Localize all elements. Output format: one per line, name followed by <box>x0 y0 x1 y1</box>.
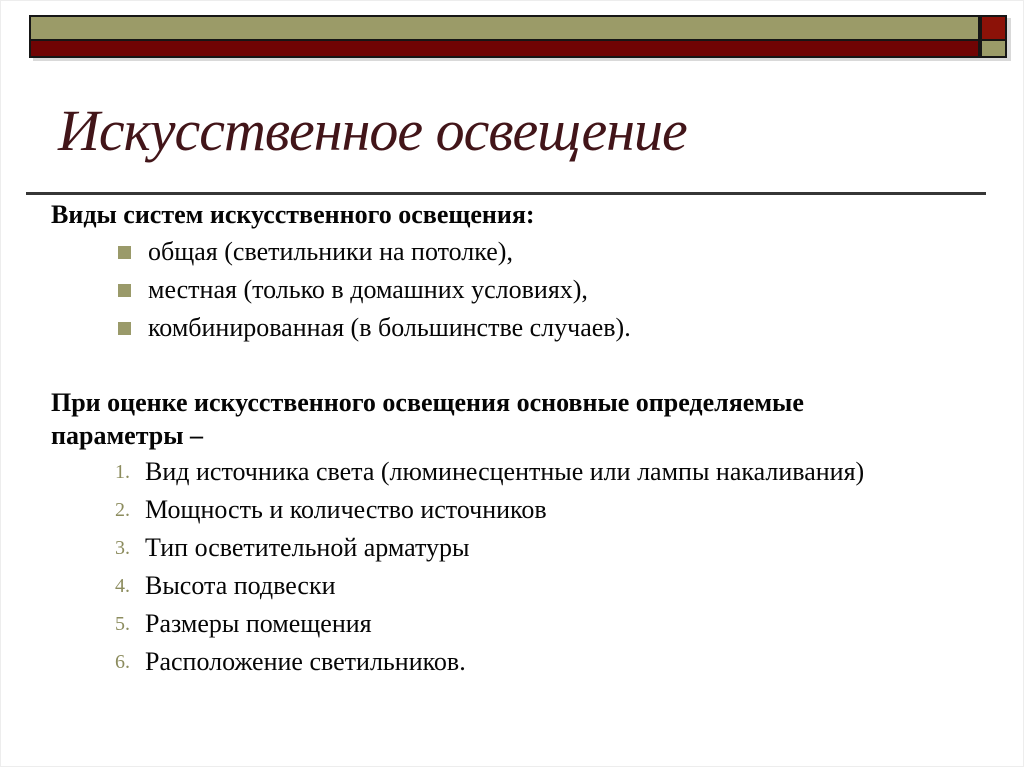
title-divider-line <box>26 192 986 195</box>
item-number: 2. <box>115 498 130 521</box>
olive-bar <box>29 15 980 41</box>
item-number: 6. <box>115 650 130 673</box>
list-item <box>51 453 864 491</box>
section2-heading-line1: При оценке искусственного освещения основные определяемые <box>51 388 804 417</box>
list-item <box>51 233 631 271</box>
bullet-text: общая (светильники на потолке), <box>148 237 513 266</box>
list-item <box>51 643 864 681</box>
square-bullet-icon <box>118 322 131 335</box>
item-number: 3. <box>115 536 130 559</box>
list-item <box>51 309 631 347</box>
red-end-square <box>980 15 1007 41</box>
decorative-header-bars <box>29 15 1007 58</box>
olive-end-square <box>980 39 1007 58</box>
list-item <box>51 271 631 309</box>
item-text: Высота подвески <box>145 571 336 600</box>
section1-heading: Виды систем искусственного освещения: <box>51 200 535 229</box>
slide-title: Искусственное освещение <box>58 98 687 163</box>
section2-heading-line2: параметры – <box>51 421 204 450</box>
list-item <box>51 529 864 567</box>
list-item <box>51 491 864 529</box>
item-number: 1. <box>115 460 130 483</box>
item-number: 4. <box>115 574 130 597</box>
dark-red-bar <box>29 39 980 58</box>
numbered-list <box>51 453 864 681</box>
item-text: Тип осветительной арматуры <box>145 533 470 562</box>
list-item <box>51 605 864 643</box>
item-text: Вид источника света (люминесцентные или лампы накаливания) <box>145 457 865 486</box>
section2-heading <box>51 386 931 452</box>
item-number: 5. <box>115 612 130 635</box>
bullet-text: местная (только в домашних условиях), <box>148 275 588 304</box>
bullet-list <box>51 233 631 347</box>
square-bullet-icon <box>118 246 131 259</box>
item-text: Расположение светильников. <box>145 647 466 676</box>
square-bullet-icon <box>118 284 131 297</box>
item-text: Мощность и количество источников <box>145 495 547 524</box>
list-item <box>51 567 864 605</box>
item-text: Размеры помещения <box>145 609 372 638</box>
bullet-text: комбинированная (в большинстве случаев). <box>148 313 631 342</box>
